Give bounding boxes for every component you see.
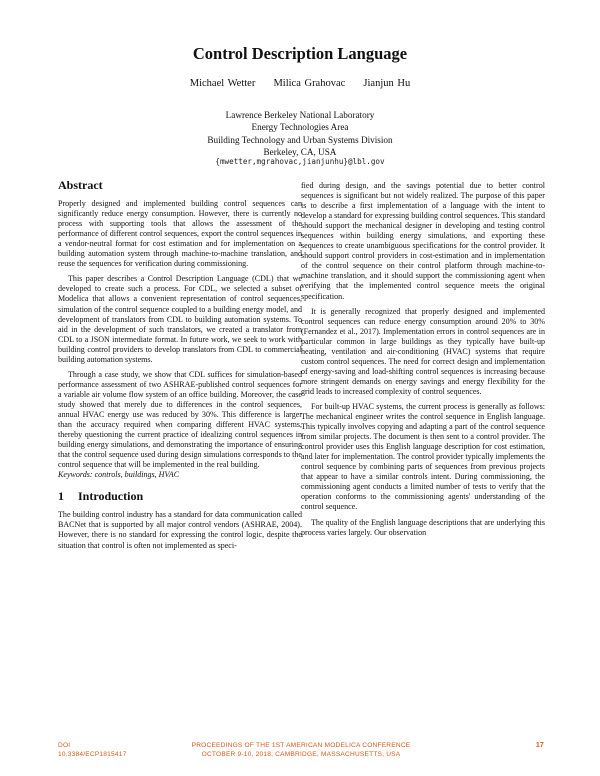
abstract-paragraph: Properly designed and implemented building control sequences can significantly reduce energy consumption. However, there is currently no process with supporting tools that allows the assessment of the performance of different control sequences, export the control sequences in a vendor-neutral format for cost estimation and for implementation on a building automation system through machine-to-machine translation, and reuse the sequences for verification during commissioning. <box>58 199 302 269</box>
page-number: 17 <box>535 742 544 749</box>
body-paragraph: For built-up HVAC systems, the current process is generally as follows: The mechanical engineer writes the control sequence in English language. This typically involves copying and adapting a part of the control sequence from similar projects. The document is then sent to a control provider. The control provider uses this English language description for cost estimation, and later for implementation. The control provider typically implements the control sequence by combining parts of sequences from previous projects that appear to have a similar controls intent. During commissioning, the commissioning agent conducts a limited number of tests to verify that the operation conforms to the commissioning agents' understanding of the control sequence. <box>301 401 545 512</box>
affiliation-block <box>0 109 600 158</box>
section-title: Introduction <box>78 489 144 504</box>
left-column <box>58 180 302 556</box>
affiliation-line: Energy Technologies Area <box>251 122 349 133</box>
body-paragraph: The quality of the English language descriptions that are underlying this process varies largely. Our observation <box>301 517 545 537</box>
right-column <box>301 181 545 543</box>
affiliation-line: Lawrence Berkeley National Laboratory <box>225 110 375 120</box>
conference-date-location: OCTOBER 9-10, 2018, CAMBRIDGE, MASSACHUSETTS, USA <box>201 750 401 758</box>
doi-value[interactable]: 10.3384/ECP1815417 <box>58 750 127 758</box>
abstract-paragraph: This paper describes a Control Description Language (CDL) that we developed to create such a process. For CDL, we selected a subset of Modelica that allows a convenient representation of control sequences, simulation of the control sequence coupled to a building energy model, and development of translators from CDL to building automation systems. To aid in the development of such translators, we created a translator from CDL to a JSON intermediate format. In future work, we seek to work with building control providers to develop translators from CDL to commercial building automation systems. <box>58 274 302 364</box>
author-email[interactable]: {mwetter,mgrahovac,jianjunhu}@lbl.gov <box>215 157 385 166</box>
section-number: 1 <box>58 489 64 504</box>
affiliation-line: Berkeley, CA, USA <box>263 146 337 157</box>
conference-name: PROCEEDINGS OF THE 1ST AMERICAN MODELICA CONFERENCE <box>191 742 411 749</box>
paper-title: Control Description Language <box>192 44 408 63</box>
body-paragraph: fied during design, and the savings potential due to better control sequences is significant but not widely realized. The purpose of this paper is to describe a first implementation of a language with the intent to develop a standard for expressing building control sequences. This standard should support the mechanical designer in developing and testing control sequences within building energy simulations, and exporting these sequences to create unambiguous specifications for the control provider. It should support control providers in cost-estimation and in implementation of the control sequence on their control platform through machine-to-machine translation, and it should support the commissioning agent when verifying that the implemented control sequence meets the original specification. <box>301 181 545 301</box>
conference-info <box>58 742 544 759</box>
abstract-paragraph: Through a case study, we show that CDL suffices for simulation-based performance assessment of two ASHRAE-published control sequences for a variable air volume flow system of an office building. Moreover, the case study showed that merely due to differences in the control sequences, annual HVAC energy use was reduced by 30%. This difference is larger than the accuracy required when comparing different HVAC systems, thereby questioning the current practice of idealizing control sequences in building energy simulations, and demonstrating the importance of ensuring that the control sequence used during design simulations corresponds to the control sequence that will be implemented in the real building. <box>58 369 302 470</box>
doi-label: DOI <box>58 742 71 749</box>
page-footer <box>58 742 544 764</box>
keywords-line: Keywords: controls, buildings, HVAC <box>58 470 180 480</box>
introduction-heading <box>58 489 302 504</box>
body-paragraph: It is generally recognized that properly designed and implemented control sequences can reduce energy consumption around 20% to 30% (Fernandez et al., 2017). Implementation errors in control sequences are in particular common in large buildings as they typically have built-up heating, ventilation and air-conditioning (HVAC) systems that require custom control sequences. The need for correct design and implementation of energy-saving and load-shifting control sequences is increasing because more stringent demands on energy savings and energy flexibility for the grid leads to increased complexity of control sequences. <box>301 306 545 396</box>
author-list: Michael Wetter Milica Grahovac Jianjun Hu <box>189 78 411 89</box>
introduction-paragraph: The building control industry has a standard for data communication called BACNet that is supported by all major control vendors (ASHRAE, 2004). However, there is no standard for expressing the control logic, despite the situation that control is often not implemented as speci- <box>58 510 302 550</box>
affiliation-line: Building Technology and Urban Systems Division <box>207 134 393 145</box>
abstract-heading: Abstract <box>58 178 103 192</box>
